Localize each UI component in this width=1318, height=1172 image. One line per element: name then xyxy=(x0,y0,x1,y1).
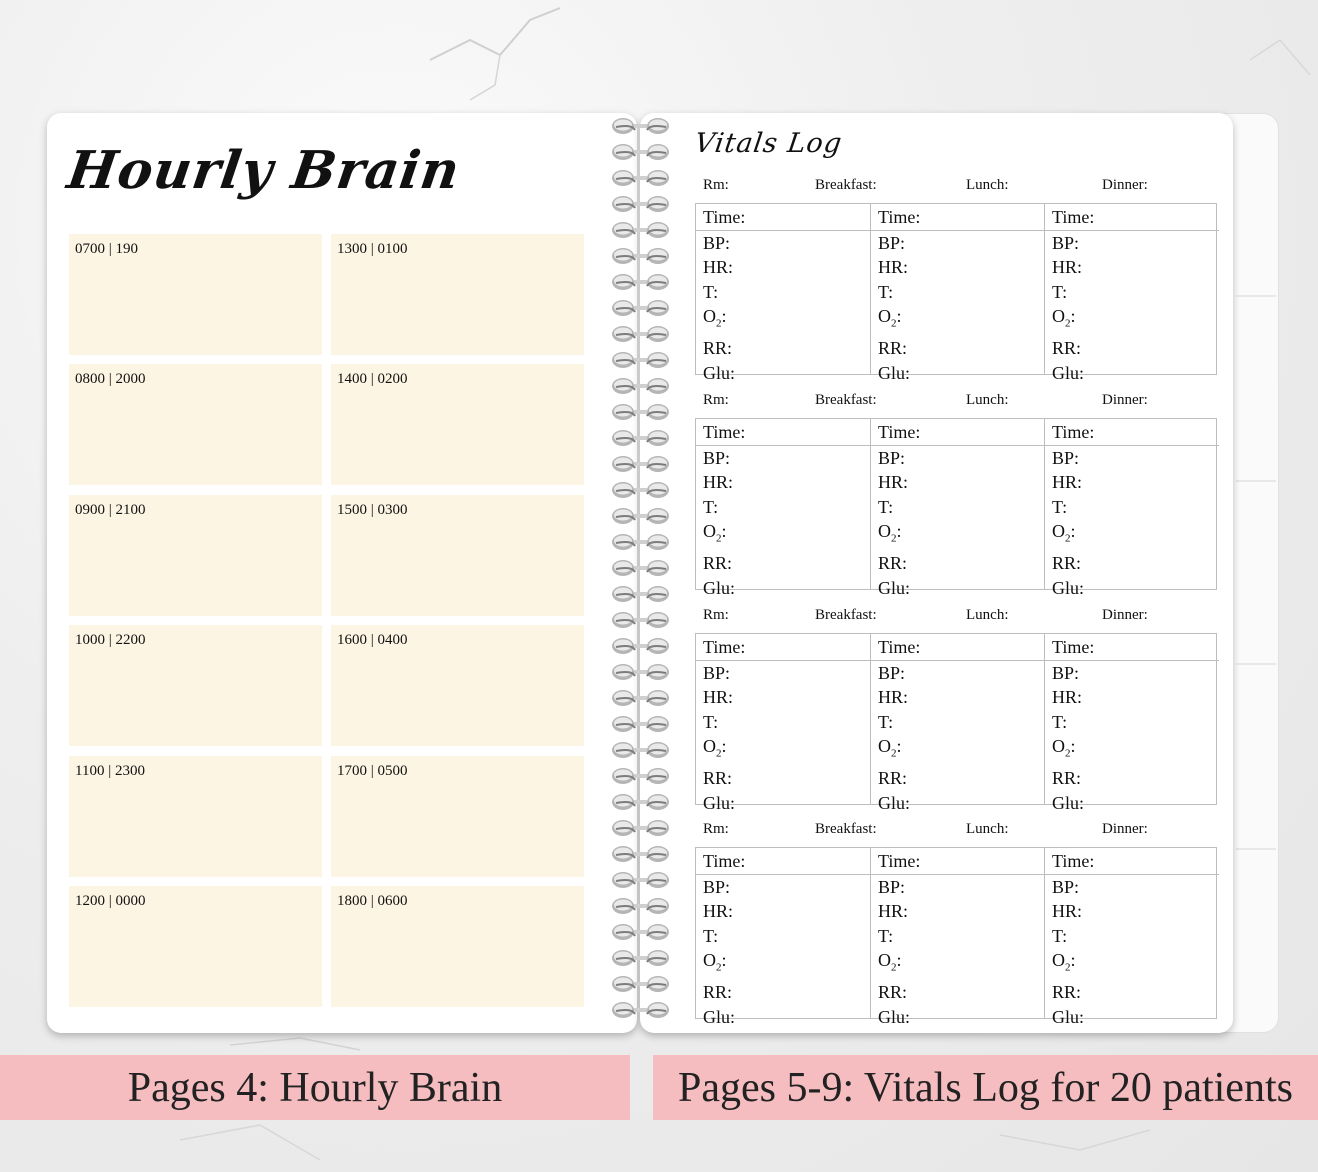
vital-label-rr: RR: xyxy=(703,768,733,789)
o2-suffix: : xyxy=(896,950,902,971)
o2-base: O xyxy=(1052,736,1065,757)
meal-label-breakfast: Breakfast: xyxy=(815,607,877,623)
vital-label-glu: Glu: xyxy=(1052,792,1085,813)
o2-subscript: 2 xyxy=(1065,317,1071,330)
tab-divider xyxy=(1236,663,1276,665)
spiral-ring xyxy=(612,690,669,706)
patient-meal-row xyxy=(696,607,1218,627)
vital-label-bp: BP: xyxy=(703,877,731,897)
vitals-time-label: Time: xyxy=(1045,419,1219,446)
meal-label-room: Rm: xyxy=(703,177,729,193)
o2-base: O xyxy=(878,950,891,971)
vital-label-bp: BP: xyxy=(1052,663,1080,683)
spiral-ring xyxy=(612,716,669,732)
spiral-ring xyxy=(612,430,669,446)
vital-label-glu: Glu: xyxy=(1052,577,1085,598)
spiral-ring xyxy=(612,274,669,290)
vitals-time-label: Time: xyxy=(871,419,1045,446)
vital-label-bp: BP: xyxy=(878,233,906,253)
vitals-column[interactable] xyxy=(870,204,1045,383)
spiral-ring xyxy=(612,248,669,264)
vital-label-hr: HR: xyxy=(878,257,909,278)
o2-suffix: : xyxy=(896,521,902,542)
hour-slot[interactable] xyxy=(69,625,322,746)
vital-label-bp: BP: xyxy=(878,448,906,468)
hour-slot[interactable] xyxy=(69,756,322,877)
patient-meal-row xyxy=(696,177,1218,197)
vital-label-rr: RR: xyxy=(703,982,733,1003)
o2-suffix: : xyxy=(1070,736,1076,757)
o2-subscript: 2 xyxy=(716,961,722,974)
vitals-fields xyxy=(1052,446,1084,600)
vital-label-glu: Glu: xyxy=(878,362,911,383)
o2-subscript: 2 xyxy=(891,317,897,330)
spiral-ring xyxy=(612,300,669,316)
spiral-ring xyxy=(612,742,669,758)
o2-subscript: 2 xyxy=(1065,532,1071,545)
vitals-fields xyxy=(878,446,910,600)
vital-label-t: T: xyxy=(1052,281,1068,302)
hour-slot[interactable] xyxy=(331,625,584,746)
patient-vitals-block xyxy=(695,633,1217,813)
caption-vitals-log: Pages 5-9: Vitals Log for 20 patients xyxy=(653,1055,1318,1120)
vitals-column[interactable] xyxy=(1044,848,1219,1027)
spiral-ring xyxy=(612,664,669,680)
vital-label-bp: BP: xyxy=(703,233,731,253)
meal-label-lunch: Lunch: xyxy=(966,821,1009,837)
patient-meal-row xyxy=(696,392,1218,412)
vitals-time-label: Time: xyxy=(1045,848,1219,875)
o2-subscript: 2 xyxy=(716,532,722,545)
o2-subscript: 2 xyxy=(891,532,897,545)
vital-label-rr: RR: xyxy=(1052,553,1082,574)
patient-vitals-block xyxy=(695,418,1217,598)
meal-label-breakfast: Breakfast: xyxy=(815,177,877,193)
vital-label-bp: BP: xyxy=(878,663,906,683)
hour-slot-label: 1600 | 0400 xyxy=(337,632,408,648)
meal-label-dinner: Dinner: xyxy=(1102,177,1148,193)
vital-label-t: T: xyxy=(878,281,894,302)
vital-label-glu: Glu: xyxy=(1052,1006,1085,1027)
vital-label-t: T: xyxy=(878,711,894,732)
o2-base: O xyxy=(878,521,891,542)
spiral-ring xyxy=(612,118,669,134)
vital-label-hr: HR: xyxy=(1052,257,1083,278)
vital-label-o2 xyxy=(878,948,910,980)
vital-label-glu: Glu: xyxy=(703,1006,736,1027)
vital-label-hr: HR: xyxy=(703,901,734,922)
spiral-ring xyxy=(612,898,669,914)
page-title: Hourly Brain xyxy=(63,140,464,201)
vital-label-hr: HR: xyxy=(703,687,734,708)
vitals-time-label: Time: xyxy=(696,848,870,875)
o2-base: O xyxy=(1052,306,1065,327)
spiral-ring xyxy=(612,638,669,654)
hour-slot-label: 1200 | 0000 xyxy=(75,893,146,909)
hour-slot[interactable] xyxy=(331,756,584,877)
spiral-ring xyxy=(612,352,669,368)
spiral-ring xyxy=(612,170,669,186)
vitals-column[interactable] xyxy=(696,848,870,1027)
vital-label-glu: Glu: xyxy=(878,1006,911,1027)
vitals-column[interactable] xyxy=(870,848,1045,1027)
o2-suffix: : xyxy=(721,306,727,327)
vital-label-hr: HR: xyxy=(878,687,909,708)
hour-slot-label: 0900 | 2100 xyxy=(75,502,146,518)
hour-slot-label: 0800 | 2000 xyxy=(75,371,146,387)
vital-label-t: T: xyxy=(703,496,719,517)
tab-divider xyxy=(1236,295,1276,297)
vital-label-glu: Glu: xyxy=(1052,362,1085,383)
spiral-binding xyxy=(606,116,676,1028)
vital-label-o2 xyxy=(878,734,910,766)
meal-label-dinner: Dinner: xyxy=(1102,607,1148,623)
vital-label-hr: HR: xyxy=(1052,901,1083,922)
vital-label-t: T: xyxy=(703,925,719,946)
vital-label-t: T: xyxy=(1052,925,1068,946)
tab-divider xyxy=(1236,848,1276,850)
vital-label-t: T: xyxy=(703,281,719,302)
vital-label-hr: HR: xyxy=(703,472,734,493)
vital-label-o2 xyxy=(703,948,735,980)
tab-divider xyxy=(1236,480,1276,482)
spiral-ring xyxy=(612,820,669,836)
spiral-ring xyxy=(612,794,669,810)
vitals-fields xyxy=(703,875,735,1029)
o2-subscript: 2 xyxy=(716,747,722,760)
vital-label-hr: HR: xyxy=(1052,472,1083,493)
vital-label-hr: HR: xyxy=(878,901,909,922)
vitals-fields xyxy=(703,231,735,385)
vitals-time-label: Time: xyxy=(1045,634,1219,661)
meal-label-dinner: Dinner: xyxy=(1102,392,1148,408)
vitals-column[interactable] xyxy=(1044,634,1219,813)
o2-base: O xyxy=(703,950,716,971)
vital-label-rr: RR: xyxy=(878,768,908,789)
vital-label-t: T: xyxy=(878,496,894,517)
vital-label-glu: Glu: xyxy=(878,577,911,598)
vitals-fields xyxy=(703,661,735,815)
vital-label-glu: Glu: xyxy=(703,792,736,813)
hour-slot[interactable] xyxy=(331,364,584,485)
vital-label-rr: RR: xyxy=(703,338,733,359)
spiral-ring xyxy=(612,196,669,212)
vital-label-o2 xyxy=(703,304,735,336)
vitals-fields xyxy=(878,875,910,1029)
spiral-ring xyxy=(612,586,669,602)
patient-vitals-block xyxy=(695,847,1217,1027)
vitals-fields xyxy=(878,231,910,385)
vitals-fields xyxy=(1052,875,1084,1029)
hour-slot-label: 0700 | 190 xyxy=(75,241,139,257)
vitals-time-label: Time: xyxy=(1045,204,1219,231)
o2-base: O xyxy=(703,521,716,542)
vital-label-o2 xyxy=(1052,734,1084,766)
vitals-column[interactable] xyxy=(870,634,1045,813)
o2-subscript: 2 xyxy=(716,317,722,330)
hour-slot-label: 1800 | 0600 xyxy=(337,893,408,909)
vital-label-t: T: xyxy=(1052,496,1068,517)
o2-suffix: : xyxy=(896,306,902,327)
hour-slot[interactable] xyxy=(69,886,322,1007)
hour-slot-label: 1300 | 0100 xyxy=(337,241,408,257)
vital-label-glu: Glu: xyxy=(703,577,736,598)
patient-meal-row xyxy=(696,821,1218,841)
o2-base: O xyxy=(878,736,891,757)
vital-label-hr: HR: xyxy=(878,472,909,493)
meal-label-room: Rm: xyxy=(703,821,729,837)
vital-label-o2 xyxy=(1052,948,1084,980)
spiral-ring xyxy=(612,976,669,992)
o2-suffix: : xyxy=(896,736,902,757)
meal-label-breakfast: Breakfast: xyxy=(815,821,877,837)
spiral-ring xyxy=(612,846,669,862)
vital-label-rr: RR: xyxy=(878,553,908,574)
o2-base: O xyxy=(1052,521,1065,542)
o2-suffix: : xyxy=(721,736,727,757)
vital-label-t: T: xyxy=(878,925,894,946)
hour-slot[interactable] xyxy=(69,234,322,355)
spiral-ring xyxy=(612,378,669,394)
o2-base: O xyxy=(1052,950,1065,971)
hour-slot-label: 1000 | 2200 xyxy=(75,632,146,648)
spiral-ring xyxy=(612,222,669,238)
o2-suffix: : xyxy=(721,521,727,542)
o2-subscript: 2 xyxy=(891,747,897,760)
vital-label-o2 xyxy=(1052,519,1084,551)
vital-label-bp: BP: xyxy=(878,877,906,897)
vital-label-rr: RR: xyxy=(878,338,908,359)
vital-label-hr: HR: xyxy=(703,257,734,278)
vital-label-rr: RR: xyxy=(1052,982,1082,1003)
meal-label-lunch: Lunch: xyxy=(966,177,1009,193)
vital-label-glu: Glu: xyxy=(703,362,736,383)
vitals-time-label: Time: xyxy=(871,848,1045,875)
o2-suffix: : xyxy=(1070,306,1076,327)
vital-label-o2 xyxy=(878,519,910,551)
vital-label-bp: BP: xyxy=(1052,233,1080,253)
spiral-ring xyxy=(612,1002,669,1018)
spiral-ring xyxy=(612,950,669,966)
spiral-ring xyxy=(612,144,669,160)
spiral-ring xyxy=(612,508,669,524)
vitals-time-label: Time: xyxy=(696,204,870,231)
patient-vitals-block xyxy=(695,203,1217,383)
hour-slot-label: 1100 | 2300 xyxy=(75,763,145,779)
vitals-fields xyxy=(1052,661,1084,815)
hour-slot[interactable] xyxy=(69,495,322,616)
vital-label-bp: BP: xyxy=(703,448,731,468)
hour-slot-label: 1400 | 0200 xyxy=(337,371,408,387)
meal-label-room: Rm: xyxy=(703,607,729,623)
vital-label-t: T: xyxy=(703,711,719,732)
spiral-ring xyxy=(612,872,669,888)
spiral-ring xyxy=(612,482,669,498)
caption-hourly-brain: Pages 4: Hourly Brain xyxy=(0,1055,630,1120)
vitals-time-label: Time: xyxy=(696,634,870,661)
vital-label-rr: RR: xyxy=(1052,338,1082,359)
vital-label-rr: RR: xyxy=(1052,768,1082,789)
hour-slot[interactable] xyxy=(69,364,322,485)
vital-label-bp: BP: xyxy=(703,663,731,683)
spiral-ring xyxy=(612,326,669,342)
vitals-column[interactable] xyxy=(1044,204,1219,383)
hour-slot[interactable] xyxy=(331,495,584,616)
vitals-column[interactable] xyxy=(870,419,1045,598)
o2-subscript: 2 xyxy=(1065,747,1071,760)
o2-suffix: : xyxy=(1070,521,1076,542)
vital-label-t: T: xyxy=(1052,711,1068,732)
vital-label-rr: RR: xyxy=(878,982,908,1003)
vitals-column[interactable] xyxy=(696,204,870,383)
o2-suffix: : xyxy=(1070,950,1076,971)
meal-label-lunch: Lunch: xyxy=(966,392,1009,408)
spiral-ring xyxy=(612,404,669,420)
spiral-ring xyxy=(612,924,669,940)
vital-label-bp: BP: xyxy=(1052,877,1080,897)
spiral-ring xyxy=(612,560,669,576)
spiral-ring xyxy=(612,456,669,472)
vital-label-bp: BP: xyxy=(1052,448,1080,468)
vital-label-hr: HR: xyxy=(1052,687,1083,708)
vital-label-o2 xyxy=(703,734,735,766)
spiral-ring xyxy=(612,534,669,550)
vital-label-o2 xyxy=(703,519,735,551)
hour-slot[interactable] xyxy=(331,886,584,1007)
spiral-ring xyxy=(612,612,669,628)
vitals-fields xyxy=(1052,231,1084,385)
vital-label-o2 xyxy=(1052,304,1084,336)
vitals-time-label: Time: xyxy=(696,419,870,446)
meal-label-lunch: Lunch: xyxy=(966,607,1009,623)
vital-label-rr: RR: xyxy=(703,553,733,574)
page-title: Vitals Log xyxy=(692,128,845,159)
vitals-column[interactable] xyxy=(696,634,870,813)
vitals-column[interactable] xyxy=(696,419,870,598)
meal-label-room: Rm: xyxy=(703,392,729,408)
hour-slot-label: 1700 | 0500 xyxy=(337,763,408,779)
vitals-time-label: Time: xyxy=(871,204,1045,231)
vital-label-o2 xyxy=(878,304,910,336)
meal-label-dinner: Dinner: xyxy=(1102,821,1148,837)
vitals-fields xyxy=(703,446,735,600)
vitals-column[interactable] xyxy=(1044,419,1219,598)
o2-base: O xyxy=(703,736,716,757)
o2-base: O xyxy=(878,306,891,327)
hour-slot[interactable] xyxy=(331,234,584,355)
vitals-time-label: Time: xyxy=(871,634,1045,661)
o2-subscript: 2 xyxy=(891,961,897,974)
hour-slot-label: 1500 | 0300 xyxy=(337,502,408,518)
o2-base: O xyxy=(703,306,716,327)
meal-label-breakfast: Breakfast: xyxy=(815,392,877,408)
o2-subscript: 2 xyxy=(1065,961,1071,974)
spiral-ring xyxy=(612,768,669,784)
o2-suffix: : xyxy=(721,950,727,971)
vitals-fields xyxy=(878,661,910,815)
vital-label-glu: Glu: xyxy=(878,792,911,813)
